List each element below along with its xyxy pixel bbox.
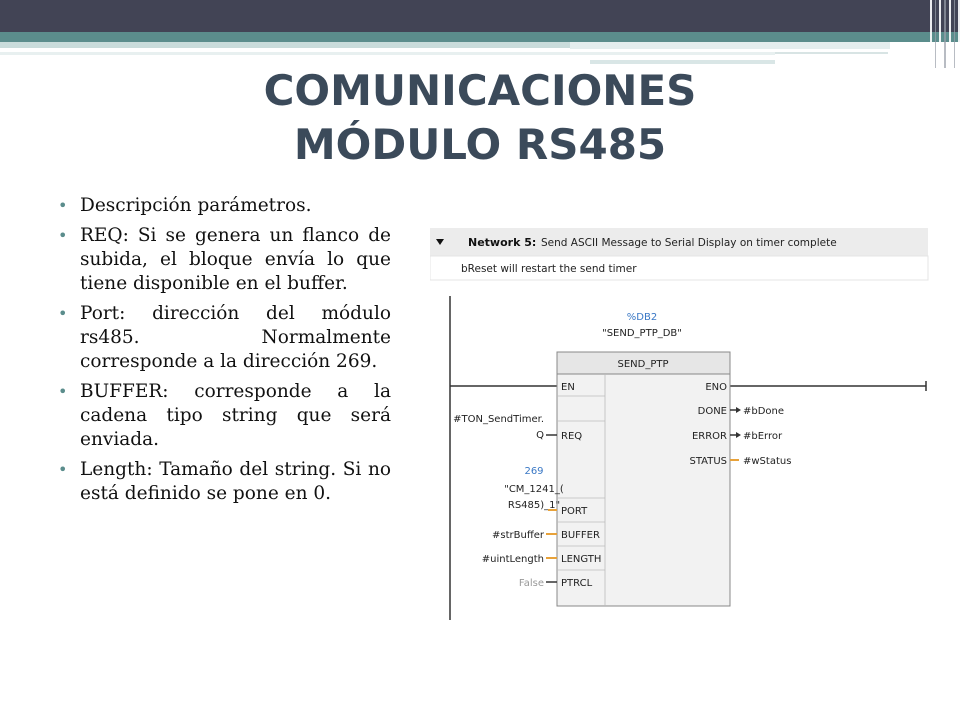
pin-done: DONE (697, 406, 727, 417)
slide-title (0, 64, 960, 172)
status-tag: #wStatus (743, 456, 792, 467)
network-comment: bReset will restart the send timer (461, 263, 637, 275)
port-value: 269 (524, 466, 544, 477)
error-tag: #bError (743, 431, 783, 442)
ptrcl-tag: False (518, 578, 544, 589)
corner-stripes (930, 0, 960, 68)
error-arrow-icon (736, 432, 741, 438)
db-number: %DB2 (626, 312, 658, 323)
bullet-item: • REQ: Si se genera un flanco de subida, el bloque envía lo que tiene disponible en el buffer. (58, 224, 391, 296)
length-tag: #uintLength (481, 554, 544, 565)
top-band (0, 0, 960, 32)
req-tag-line2: Q (536, 430, 544, 441)
pin-buffer: BUFFER (561, 530, 600, 541)
decor-bar (0, 52, 775, 55)
decor-bar (0, 42, 570, 48)
buffer-tag: #strBuffer (492, 530, 544, 541)
bullet-item: • Length: Tamaño del string. Si no está definido se pone en 0. (58, 458, 391, 506)
bullet-item: • Descripción parámetros. (58, 194, 391, 218)
ladder-diagram-svg (430, 228, 930, 623)
port-tag-line1: "CM_1241_( (504, 484, 564, 495)
bullet-item: • BUFFER: corresponde a la cadena tipo string que será enviada. (58, 380, 391, 452)
pin-port: PORT (561, 506, 588, 517)
pin-eno: ENO (705, 382, 727, 393)
pin-req: REQ (561, 431, 583, 442)
pin-en: EN (561, 382, 575, 393)
bullet-item: • Port: dirección del módulo rs485. Normalmente corresponde a la dirección 269. (58, 302, 391, 374)
done-arrow-icon (736, 407, 741, 413)
pin-length: LENGTH (561, 554, 602, 565)
send-ptp-block[interactable] (557, 352, 730, 606)
bullet-list (58, 194, 391, 506)
teal-accent-line (0, 32, 960, 42)
port-tag-line2: RS485)_1" (507, 500, 561, 511)
network-title: Send ASCII Message to Serial Display on timer complete (541, 237, 837, 249)
pin-status: STATUS (689, 456, 727, 467)
pin-error: ERROR (691, 431, 727, 442)
network-label: Network 5: (468, 236, 537, 249)
ladder-diagram (430, 228, 930, 623)
decor-bar (570, 42, 890, 49)
db-name: "SEND_PTP_DB" (602, 328, 682, 339)
pin-ptrcl: PTRCL (561, 578, 593, 589)
bullet-list-container (58, 194, 391, 512)
block-name: SEND_PTP (617, 359, 669, 370)
title-line-2: MÓDULO RS485 (293, 120, 667, 169)
done-tag: #bDone (743, 406, 785, 417)
req-tag-line1: #TON_SendTimer. (453, 414, 544, 425)
title-line-1: COMUNICACIONES (263, 66, 697, 115)
